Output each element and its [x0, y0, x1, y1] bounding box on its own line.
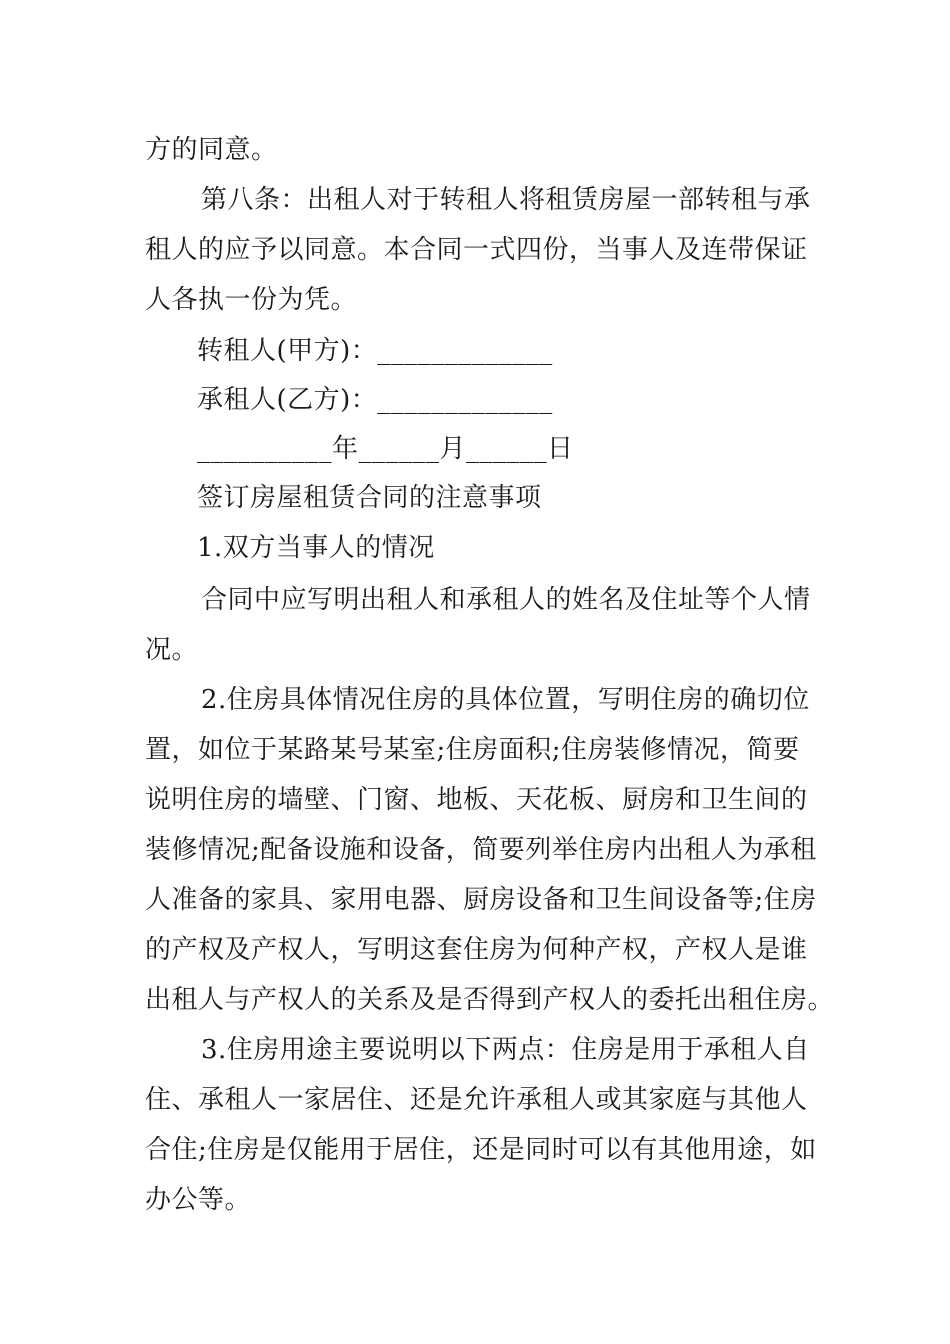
lessee-signature-line: 承租人(乙方)：_____________: [197, 385, 553, 415]
text-line: 合同中应写明出租人和承租人的姓名及住址等个人情: [201, 585, 811, 615]
text-line: 租人的应予以同意。本合同一式四份，当事人及连带保证: [145, 235, 808, 265]
text-line: 置，如位于某路某号某室;住房面积;住房装修情况，简要: [145, 735, 800, 765]
article-8-line: 第八条：出租人对于转租人将租赁房屋一部转租与承: [201, 185, 811, 215]
text-line: 的产权及产权人，写明这套住房为何种产权，产权人是谁: [145, 935, 808, 965]
section-heading: 签订房屋租赁合同的注意事项: [197, 483, 542, 513]
text-line: 人准备的家具、家用电器、厨房设备和卫生间设备等;住房: [145, 885, 817, 915]
text-line: 出租人与产权人的关系及是否得到产权人的委托出租住房。: [145, 985, 835, 1015]
text-line: 说明住房的墙壁、门窗、地板、天花板、厨房和卫生间的: [145, 785, 808, 815]
item-heading-2: 2.住房具体情况住房的具体位置，写明住房的确切位: [201, 685, 810, 715]
date-line: __________年______月______日: [197, 434, 574, 464]
text-line: 住、承租人一家居住、还是允许承租人或其家庭与其他人: [145, 1085, 808, 1115]
sublessor-signature-line: 转租人(甲方)：_____________: [197, 336, 553, 366]
text-line: 合住;住房是仅能用于居住，还是同时可以有其他用途，如: [145, 1135, 817, 1165]
text-line: 办公等。: [145, 1185, 252, 1215]
item-heading-3: 3.住房用途主要说明以下两点：住房是用于承租人自: [201, 1035, 810, 1065]
text-line: 方的同意。: [145, 135, 278, 165]
item-heading-1: 1.双方当事人的情况: [197, 533, 435, 563]
text-line: 况。: [145, 635, 199, 665]
text-line: 人各执一份为凭。: [145, 285, 358, 315]
text-line: 装修情况;配备设施和设备，简要列举住房内出租人为承租: [145, 835, 817, 865]
